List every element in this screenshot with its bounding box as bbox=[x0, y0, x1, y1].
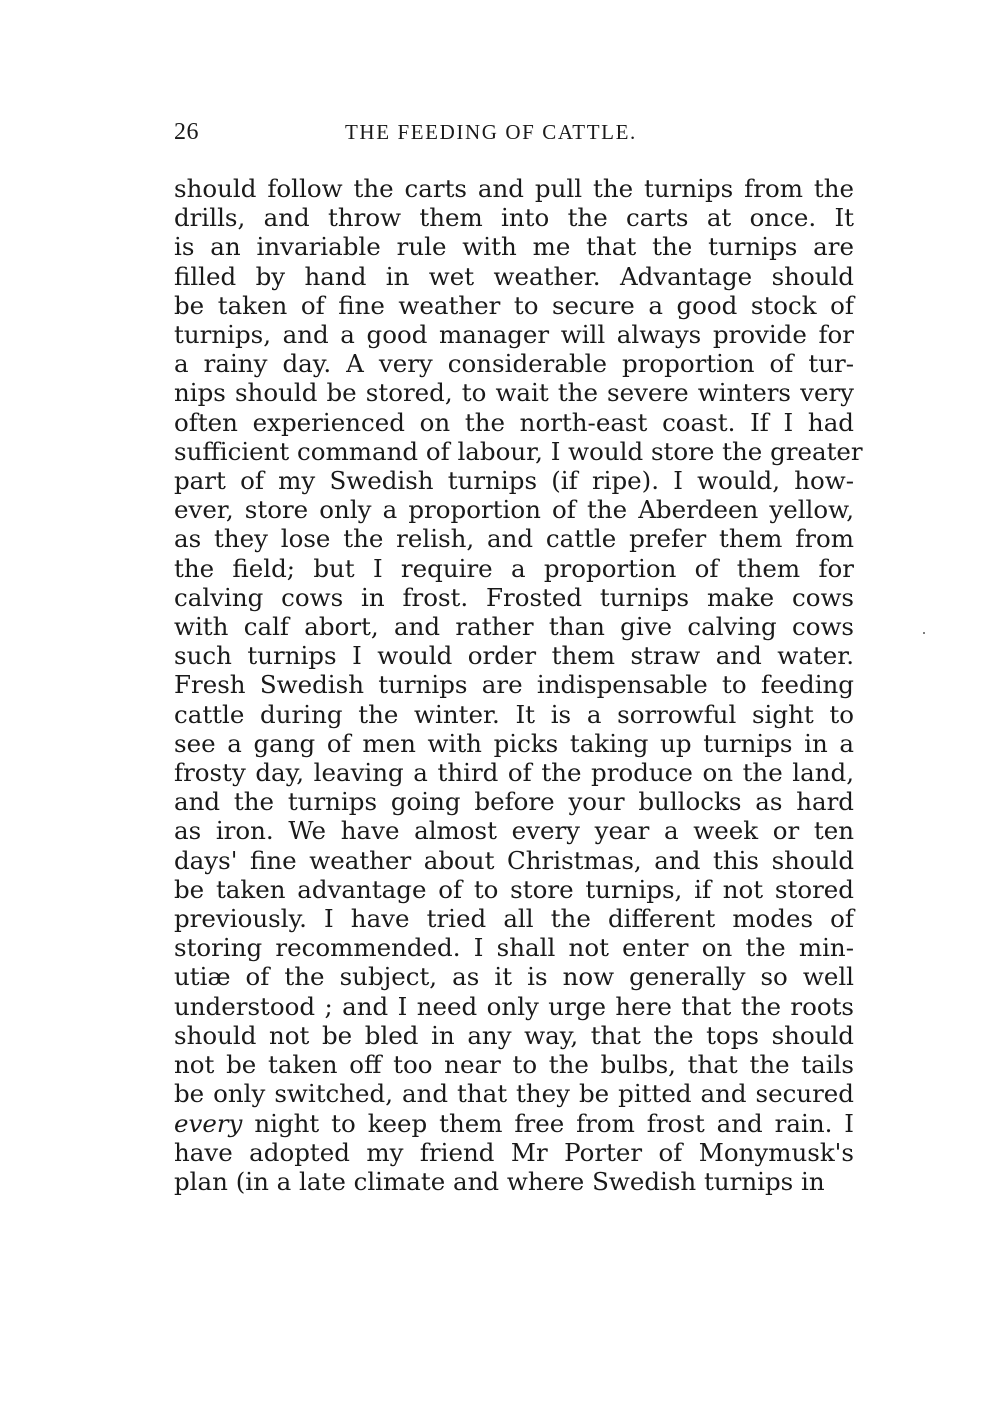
page-number: 26 bbox=[174, 119, 199, 145]
text-line: sufficient command of labour, I would store the greater bbox=[174, 436, 863, 466]
text-line: drills, and throw them into the carts at once. It bbox=[174, 203, 854, 233]
text-line: previously. I have tried all the different modes of bbox=[174, 904, 854, 934]
text-line: is an invariable rule with me that the turnips are bbox=[174, 232, 854, 262]
text-line: should follow the carts and pull the turnips from the bbox=[174, 174, 854, 203]
text-line: cattle during the winter. It is a sorrowful sight to bbox=[174, 699, 854, 729]
text-line: turnips, and a good manager will always provide for bbox=[174, 320, 854, 350]
text-line: storing recommended. I shall not enter on the min- bbox=[174, 933, 854, 963]
text-line: understood ; and I need only urge here that the roots bbox=[174, 991, 854, 1021]
text-line: a rainy day. A very considerable proportion of tur- bbox=[174, 349, 854, 379]
text-line-emphasis bbox=[174, 1109, 854, 1138]
text-line: nips should be stored, to wait the severe winters very bbox=[174, 378, 854, 408]
text-line: utiæ of the subject, as it is now generally so well bbox=[174, 962, 854, 992]
text-line: often experienced on the north-east coast. If I had bbox=[174, 407, 854, 437]
text-line: calving cows in frost. Frosted turnips make cows bbox=[174, 582, 854, 612]
text-line: Fresh Swedish turnips are indispensable to feeding bbox=[174, 670, 854, 700]
running-title: THE FEEDING OF CATTLE. bbox=[345, 120, 637, 144]
text-line: ever, store only a proportion of the Aberdeen yellow, bbox=[174, 495, 854, 525]
text-line: be taken of fine weather to secure a good stock of bbox=[174, 290, 854, 320]
text-line-last: plan (in a late climate and where Swedish turnips in bbox=[174, 1166, 825, 1196]
text-line: such turnips I would order them straw and water. bbox=[174, 641, 854, 671]
text-line: not be taken off too near to the bulbs, that the tails bbox=[174, 1050, 854, 1080]
text-line: see a gang of men with picks taking up turnips in a bbox=[174, 728, 854, 758]
text-line: the field; but I require a proportion of them for bbox=[174, 553, 854, 583]
text-line: frosty day, leaving a third of the produce on the land, bbox=[174, 758, 854, 788]
text-line: and the turnips going before your bullocks as hard bbox=[174, 787, 854, 817]
text-line: be only switched, and that they be pitted and secured bbox=[174, 1079, 854, 1109]
text-line: with calf abort, and rather than give calving cows bbox=[174, 612, 854, 642]
text-line: filled by hand in wet weather. Advantage should bbox=[174, 261, 854, 291]
text-line: part of my Swedish turnips (if ripe). I would, how- bbox=[174, 466, 854, 496]
body-text bbox=[174, 174, 863, 1196]
paper-speck bbox=[923, 632, 925, 634]
text-line: should not be bled in any way, that the tops should bbox=[174, 1020, 854, 1050]
text-line: have adopted my friend Mr Porter of Monymusk's bbox=[174, 1137, 854, 1167]
text-line: days' fine weather about Christmas, and this should bbox=[174, 845, 854, 875]
text-line: be taken advantage of to store turnips, if not stored bbox=[174, 874, 854, 904]
text-line: as they lose the relish, and cattle prefer them from bbox=[174, 524, 854, 554]
text-line: as iron. We have almost every year a week or ten bbox=[174, 816, 854, 846]
text-line-rest: night to keep them free from frost and rain. I bbox=[242, 1108, 854, 1138]
emphasized-word: every bbox=[174, 1108, 243, 1138]
